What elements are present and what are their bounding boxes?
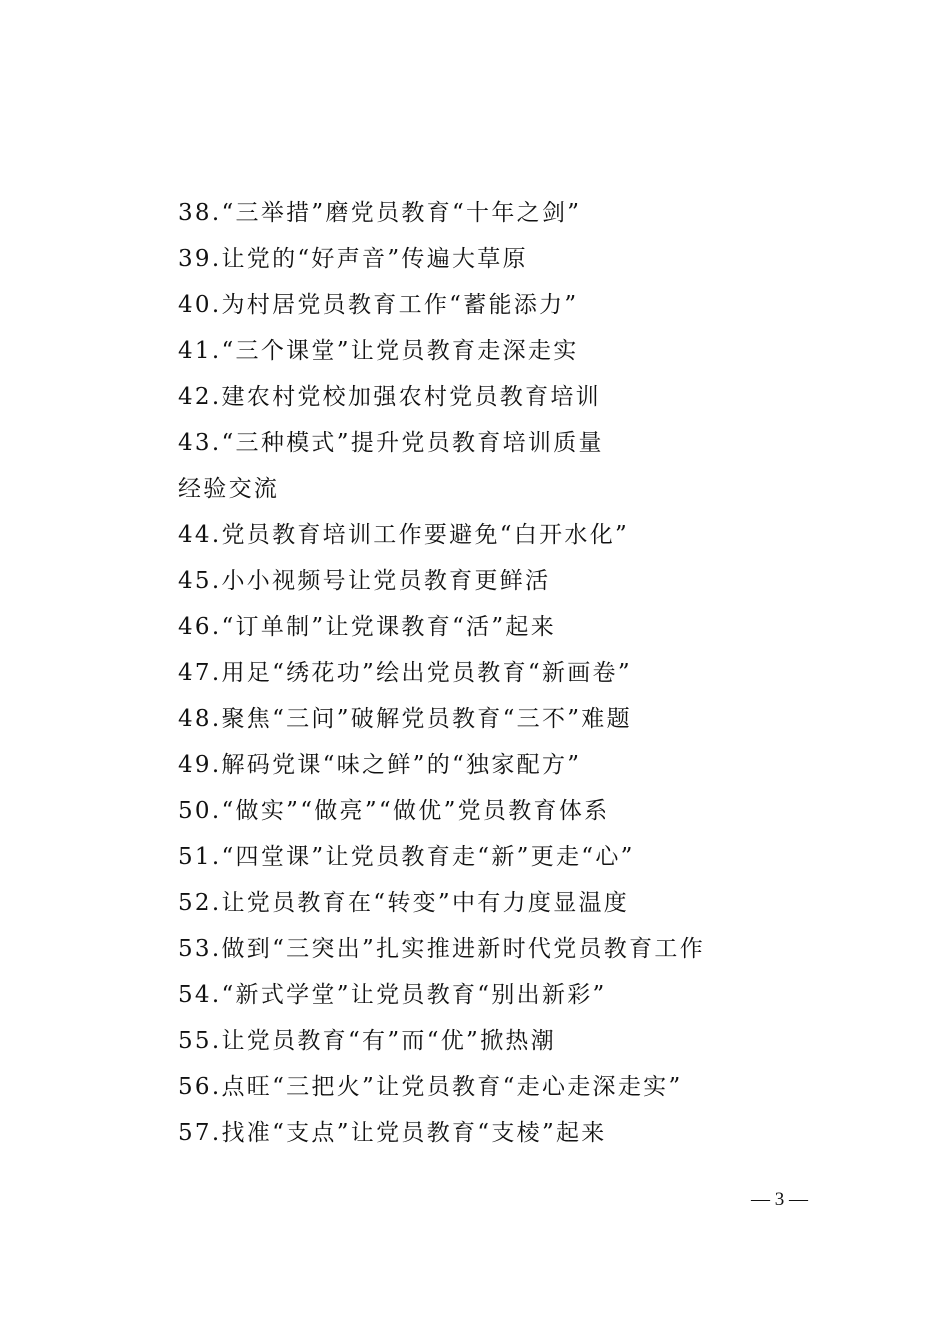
- list-item: 56.点旺“三把火”让党员教育“走心走深走实”: [178, 1074, 683, 1100]
- list-item: 57.找准“支点”让党员教育“支棱”起来: [178, 1120, 607, 1146]
- list-item: 44.党员教育培训工作要避免“白开水化”: [178, 522, 630, 548]
- list-item: 54.“新式学堂”让党员教育“别出新彩”: [178, 982, 607, 1008]
- section-heading: 经验交流: [178, 476, 280, 502]
- list-item: 49.解码党课“味之鲜”的“独家配方”: [178, 752, 582, 778]
- list-item: 40.为村居党员教育工作“蓄能添力”: [178, 292, 579, 318]
- list-item: 47.用足“绣花功”绘出党员教育“新画卷”: [178, 660, 632, 686]
- list-item: 48.聚焦“三问”破解党员教育“三不”难题: [178, 706, 632, 732]
- list-item: 52.让党员教育在“转变”中有力度显温度: [178, 890, 630, 916]
- list-item: 39.让党的“好声音”传遍大草原: [178, 246, 528, 272]
- list-item: 45.小小视频号让党员教育更鲜活: [178, 568, 551, 594]
- list-item: 53.做到“三突出”扎实推进新时代党员教育工作: [178, 936, 705, 962]
- list-item: 41.“三个课堂”让党员教育走深走实: [178, 338, 579, 364]
- list-item: 51.“四堂课”让党员教育走“新”更走“心”: [178, 844, 635, 870]
- list-item: 38.“三举措”磨党员教育“十年之剑”: [178, 200, 582, 226]
- document-body: [178, 190, 878, 1156]
- list-item: 46.“订单制”让党课教育“活”起来: [178, 614, 557, 640]
- list-item: 43.“三种模式”提升党员教育培训质量: [178, 430, 604, 456]
- page-number: — 3 —: [751, 1189, 808, 1210]
- list-item: 42.建农村党校加强农村党员教育培训: [178, 384, 601, 410]
- list-item: 50.“做实”“做亮”“做优”党员教育体系: [178, 798, 610, 824]
- list-item: 55.让党员教育“有”而“优”掀热潮: [178, 1028, 557, 1054]
